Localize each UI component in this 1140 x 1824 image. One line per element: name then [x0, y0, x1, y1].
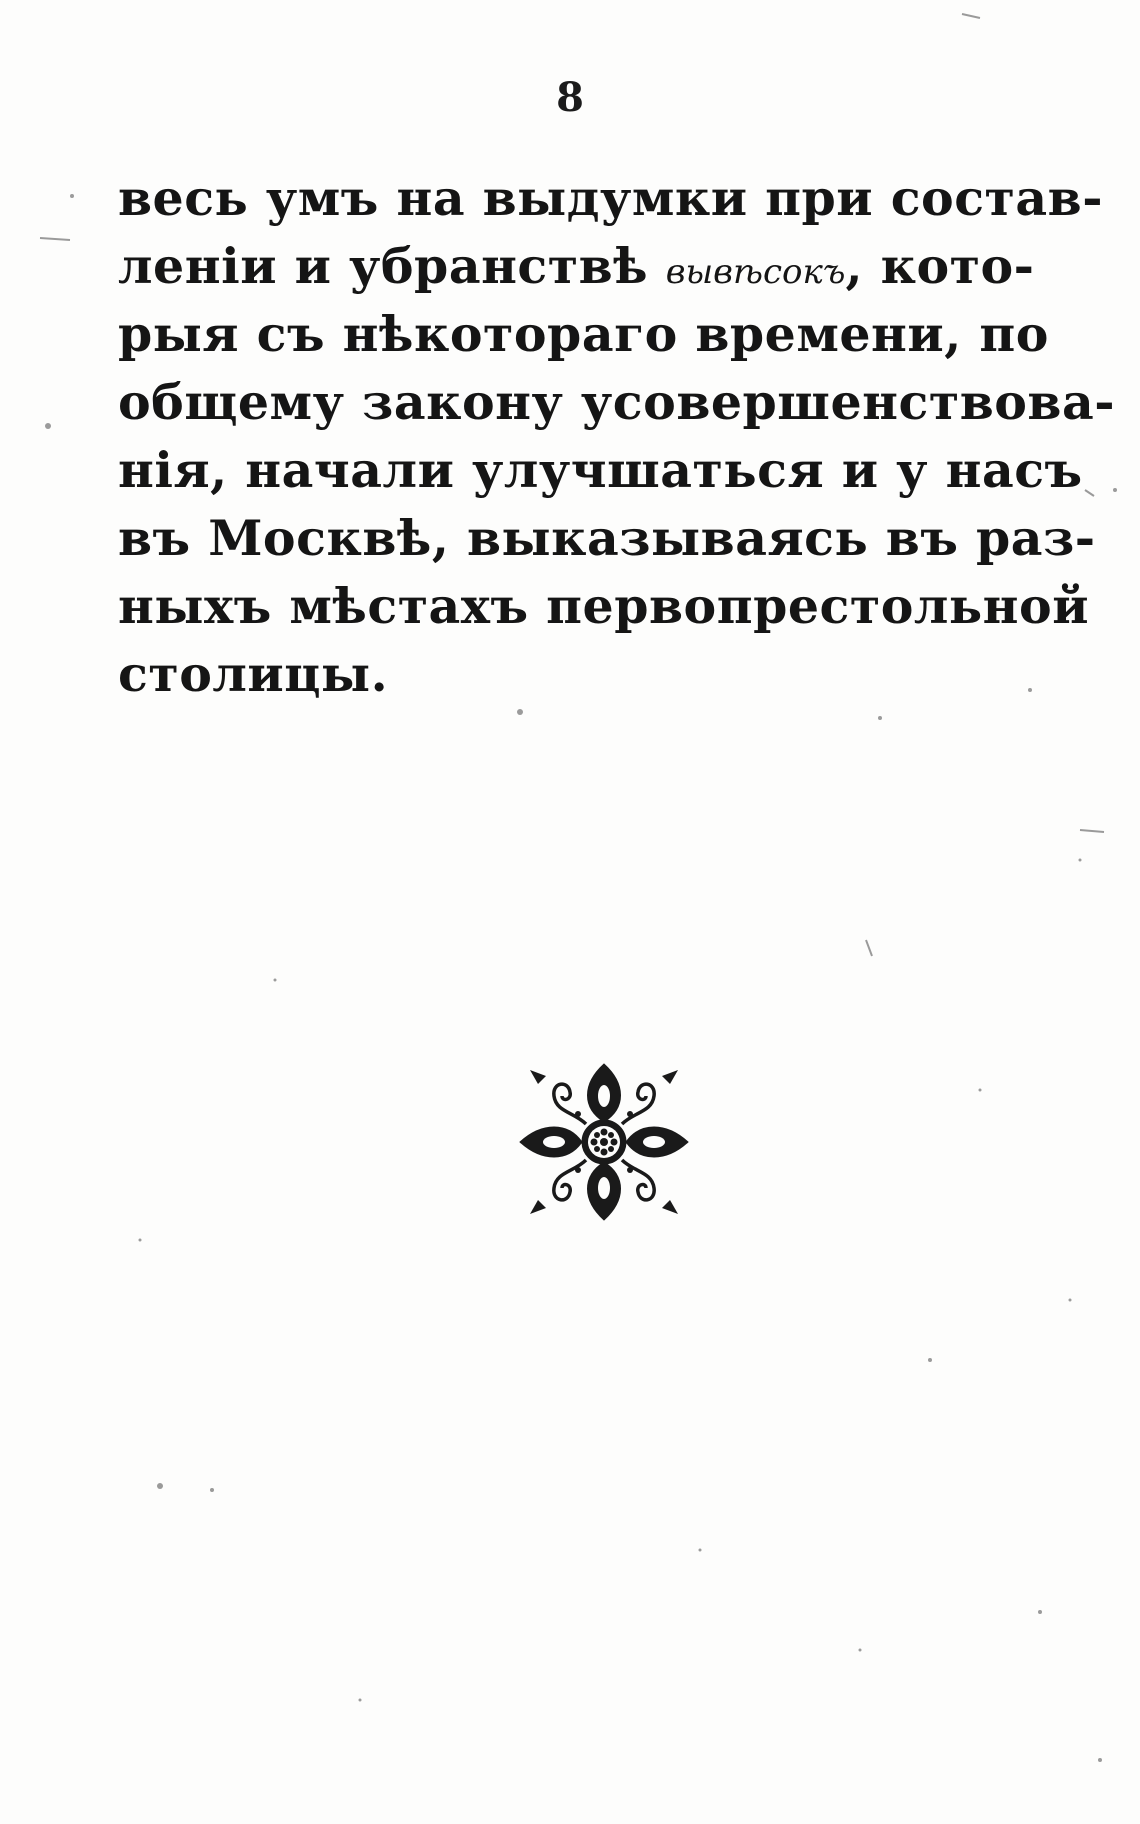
italic-word: вывѣсокъ [665, 252, 846, 292]
text-segment: леніи и убранствѣ [118, 237, 666, 295]
text-segment: , кото- [845, 237, 1035, 295]
text-line: нія, начали улучшаться и у насъ [118, 441, 1083, 499]
text-line: весь умъ на выдумки при состав- [118, 169, 1104, 227]
page-number: 8 [556, 74, 584, 121]
text-line: рыя съ нѣкотораго времени, по [118, 305, 1049, 363]
text-line: ныхъ мѣстахъ первопрестольной [118, 577, 1090, 635]
floral-ornament-icon [516, 1058, 692, 1226]
text-line: столицы. [118, 645, 389, 703]
text-line: въ Москвѣ, выказываясь въ раз- [118, 509, 1096, 567]
text-line [118, 232, 1035, 300]
text-line: общему закону усовершенствова- [118, 373, 1116, 431]
body-text [118, 164, 1116, 708]
